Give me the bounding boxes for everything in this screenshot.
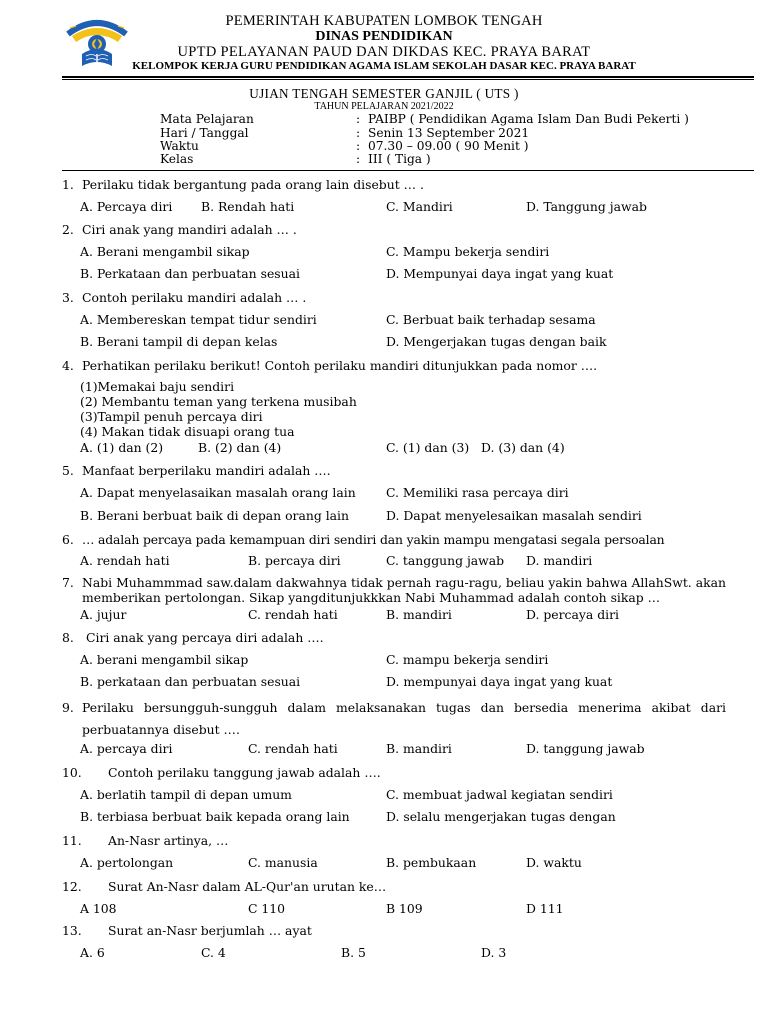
option-a[interactable]: A. rendah hati — [80, 553, 170, 568]
option-c[interactable]: C. (1) dan (3) — [386, 440, 470, 455]
question-3 — [62, 289, 726, 306]
option-b[interactable]: B. pembukaan — [386, 855, 477, 870]
question-text: Manfaat berperilaku mandiri adalah …. — [82, 463, 331, 478]
option-b[interactable]: B. percaya diri — [248, 553, 341, 568]
option-c[interactable]: C. Memiliki rasa percaya diri — [386, 485, 569, 500]
info-divider — [62, 170, 754, 171]
option-c[interactable]: C. rendah hati — [248, 741, 338, 756]
list-item: (1)Memakai baju sendiri — [80, 379, 235, 394]
question-4 — [62, 357, 726, 374]
option-c[interactable]: C. tanggung jawab — [386, 553, 505, 568]
info-label: Kelas — [160, 152, 194, 166]
info-colon: : — [356, 112, 361, 126]
list-item: (2) Membantu teman yang terkena musibah — [80, 394, 357, 409]
option-a[interactable]: A. jujur — [80, 607, 127, 622]
option-a[interactable]: A. percaya diri — [80, 741, 173, 756]
question-text: Perilaku bersungguh-sungguh dalam melaksanakan tugas dan bersedia menerima akibat dari perbuatannya disebut …. — [82, 700, 726, 737]
question-number: 13. — [62, 923, 82, 938]
option-d[interactable]: D. 3 — [481, 945, 507, 960]
question-6 — [62, 531, 726, 548]
option-a[interactable]: A. berlatih tampil di depan umum — [80, 787, 292, 802]
question-11 — [62, 832, 726, 849]
option-b[interactable]: B 109 — [386, 901, 423, 916]
question-text: Contoh perilaku mandiri adalah … . — [82, 290, 307, 305]
option-a[interactable]: A. Dapat menyelasaikan masalah orang lain — [80, 485, 356, 500]
question-10 — [62, 764, 726, 781]
option-c[interactable]: C 110 — [248, 901, 286, 916]
option-d[interactable]: D. tanggung jawab — [526, 741, 645, 756]
option-a[interactable]: A. pertolongan — [80, 855, 174, 870]
question-number: 8. — [62, 630, 74, 645]
question-number: 6. — [62, 532, 74, 547]
option-d[interactable]: D. (3) dan (4) — [481, 440, 565, 455]
option-d[interactable]: D. Mengerjakan tugas dengan baik — [386, 334, 607, 349]
question-number: 3. — [62, 290, 74, 305]
info-colon: : — [356, 139, 361, 153]
question-12 — [62, 878, 726, 895]
letterhead-group: KELOMPOK KERJA GURU PENDIDIKAN AGAMA ISLAM SEKOLAH DASAR KEC. PRAYA BARAT — [132, 60, 636, 72]
option-a[interactable]: A. Berani mengambil sikap — [80, 244, 250, 259]
option-c[interactable]: C. Mampu bekerja sendiri — [386, 244, 550, 259]
option-b[interactable]: B. perkataan dan perbuatan sesuai — [80, 674, 301, 689]
option-d[interactable]: D. selalu mengerjakan tugas dengan — [386, 809, 616, 824]
question-5 — [62, 462, 726, 479]
letterhead-rule — [62, 76, 754, 78]
list-item: (3)Tampil penuh percaya diri — [80, 409, 263, 424]
letterhead-unit: UPTD PELAYANAN PAUD DAN DIKDAS KEC. PRAYA BARAT — [177, 44, 591, 60]
option-b[interactable]: B. Berani tampil di depan kelas — [80, 334, 278, 349]
question-text: Perhatikan perilaku berikut! Contoh perilaku mandiri ditunjukkan pada nomor …. — [82, 358, 598, 373]
option-c[interactable]: C. rendah hati — [248, 607, 338, 622]
option-b[interactable]: B. Berani berbuat baik di depan orang lain — [80, 508, 349, 523]
question-13 — [62, 922, 726, 939]
option-a[interactable]: A 108 — [80, 901, 117, 916]
question-text: Contoh perilaku tanggung jawab adalah …. — [108, 765, 381, 780]
option-d[interactable]: D 111 — [526, 901, 564, 916]
option-d[interactable]: D. percaya diri — [526, 607, 619, 622]
question-text: Perilaku tidak bergantung pada orang lain disebut … . — [82, 177, 424, 192]
list-item: (4) Makan tidak disuapi orang tua — [80, 424, 295, 439]
info-colon: : — [356, 126, 361, 140]
question-text: … adalah percaya pada kemampuan diri sendiri dan yakin mampu mengatasi segala persoalan — [82, 532, 665, 547]
question-number: 9. — [62, 700, 74, 715]
option-c[interactable]: C. manusia — [248, 855, 318, 870]
question-1 — [62, 176, 726, 193]
option-d[interactable]: D. mempunyai daya ingat yang kuat — [386, 674, 613, 689]
question-number: 4. — [62, 358, 74, 373]
option-d[interactable]: D. Dapat menyelesaikan masalah sendiri — [386, 508, 642, 523]
info-label: Waktu — [160, 139, 199, 153]
question-2 — [62, 221, 726, 238]
letterhead-agency: DINAS PENDIDIKAN — [315, 29, 453, 44]
question-text: Ciri anak yang mandiri adalah … . — [82, 222, 297, 237]
option-a[interactable]: A. berani mengambil sikap — [80, 652, 249, 667]
question-text: An-Nasr artinya, … — [108, 833, 229, 848]
info-label: Hari / Tanggal — [160, 126, 249, 140]
option-b[interactable]: B. Perkataan dan perbuatan sesuai — [80, 266, 300, 281]
option-c[interactable]: C. 4 — [201, 945, 226, 960]
option-d[interactable]: D. Tanggung jawab — [526, 199, 647, 214]
option-b[interactable]: B. terbiasa berbuat baik kepada orang lain — [80, 809, 350, 824]
option-a[interactable]: A. Membereskan tempat tidur sendiri — [80, 312, 317, 327]
option-c[interactable]: C. Berbuat baik terhadap sesama — [386, 312, 596, 327]
option-c[interactable]: C. Mandiri — [386, 199, 453, 214]
option-c[interactable]: C. mampu bekerja sendiri — [386, 652, 549, 667]
question-number: 1. — [62, 177, 74, 192]
question-9 — [62, 697, 726, 737]
exam-year: TAHUN PELAJARAN 2021/2022 — [314, 101, 454, 112]
info-label: Mata Pelajaran — [160, 112, 254, 126]
question-number: 10. — [62, 765, 82, 780]
info-colon: : — [356, 152, 361, 166]
option-b[interactable]: B. (2) dan (4) — [198, 440, 282, 455]
option-d[interactable]: D. mandiri — [526, 553, 593, 568]
question-number: 7. — [62, 575, 74, 590]
info-value: III ( Tiga ) — [368, 152, 431, 166]
info-value: Senin 13 September 2021 — [368, 126, 530, 140]
option-a[interactable]: A. (1) dan (2) — [80, 440, 164, 455]
question-text: Ciri anak yang percaya diri adalah …. — [86, 630, 324, 645]
question-7 — [62, 575, 726, 607]
option-d[interactable]: D. Mempunyai daya ingat yang kuat — [386, 266, 614, 281]
option-c[interactable]: C. membuat jadwal kegiatan sendiri — [386, 787, 613, 802]
question-number: 2. — [62, 222, 74, 237]
question-8 — [62, 629, 726, 646]
exam-title: UJIAN TENGAH SEMESTER GANJIL ( UTS ) — [249, 86, 519, 101]
option-a[interactable]: A. Percaya diri — [80, 199, 173, 214]
option-b[interactable]: B. 5 — [341, 945, 366, 960]
info-value: PAIBP ( Pendidikan Agama Islam Dan Budi Pekerti ) — [368, 112, 689, 126]
option-d[interactable]: D. waktu — [526, 855, 582, 870]
letterhead-government: PEMERINTAH KABUPATEN LOMBOK TENGAH — [225, 13, 543, 29]
question-number: 12. — [62, 879, 82, 894]
question-number: 5. — [62, 463, 74, 478]
option-b[interactable]: B. mandiri — [386, 607, 452, 622]
info-value: 07.30 – 09.00 ( 90 Menit ) — [368, 139, 529, 153]
option-b[interactable]: B. Rendah hati — [201, 199, 295, 214]
letterhead-rule-thin — [62, 79, 754, 80]
option-a[interactable]: A. 6 — [80, 945, 105, 960]
option-b[interactable]: B. mandiri — [386, 741, 452, 756]
question-text: Surat An-Nasr dalam AL-Qur'an urutan ke… — [108, 879, 387, 894]
question-number: 11. — [62, 833, 82, 848]
question-text: Surat an-Nasr berjumlah … ayat — [108, 923, 312, 938]
question-text: Nabi Muhammmad saw.dalam dakwahnya tidak pernah ragu-ragu, beliau yakin bahwa AllahSwt. akan memberikan pertolongan. Sikap yangditunjukkkan Nabi Muhammad adalah contoh sikap … — [82, 575, 726, 605]
